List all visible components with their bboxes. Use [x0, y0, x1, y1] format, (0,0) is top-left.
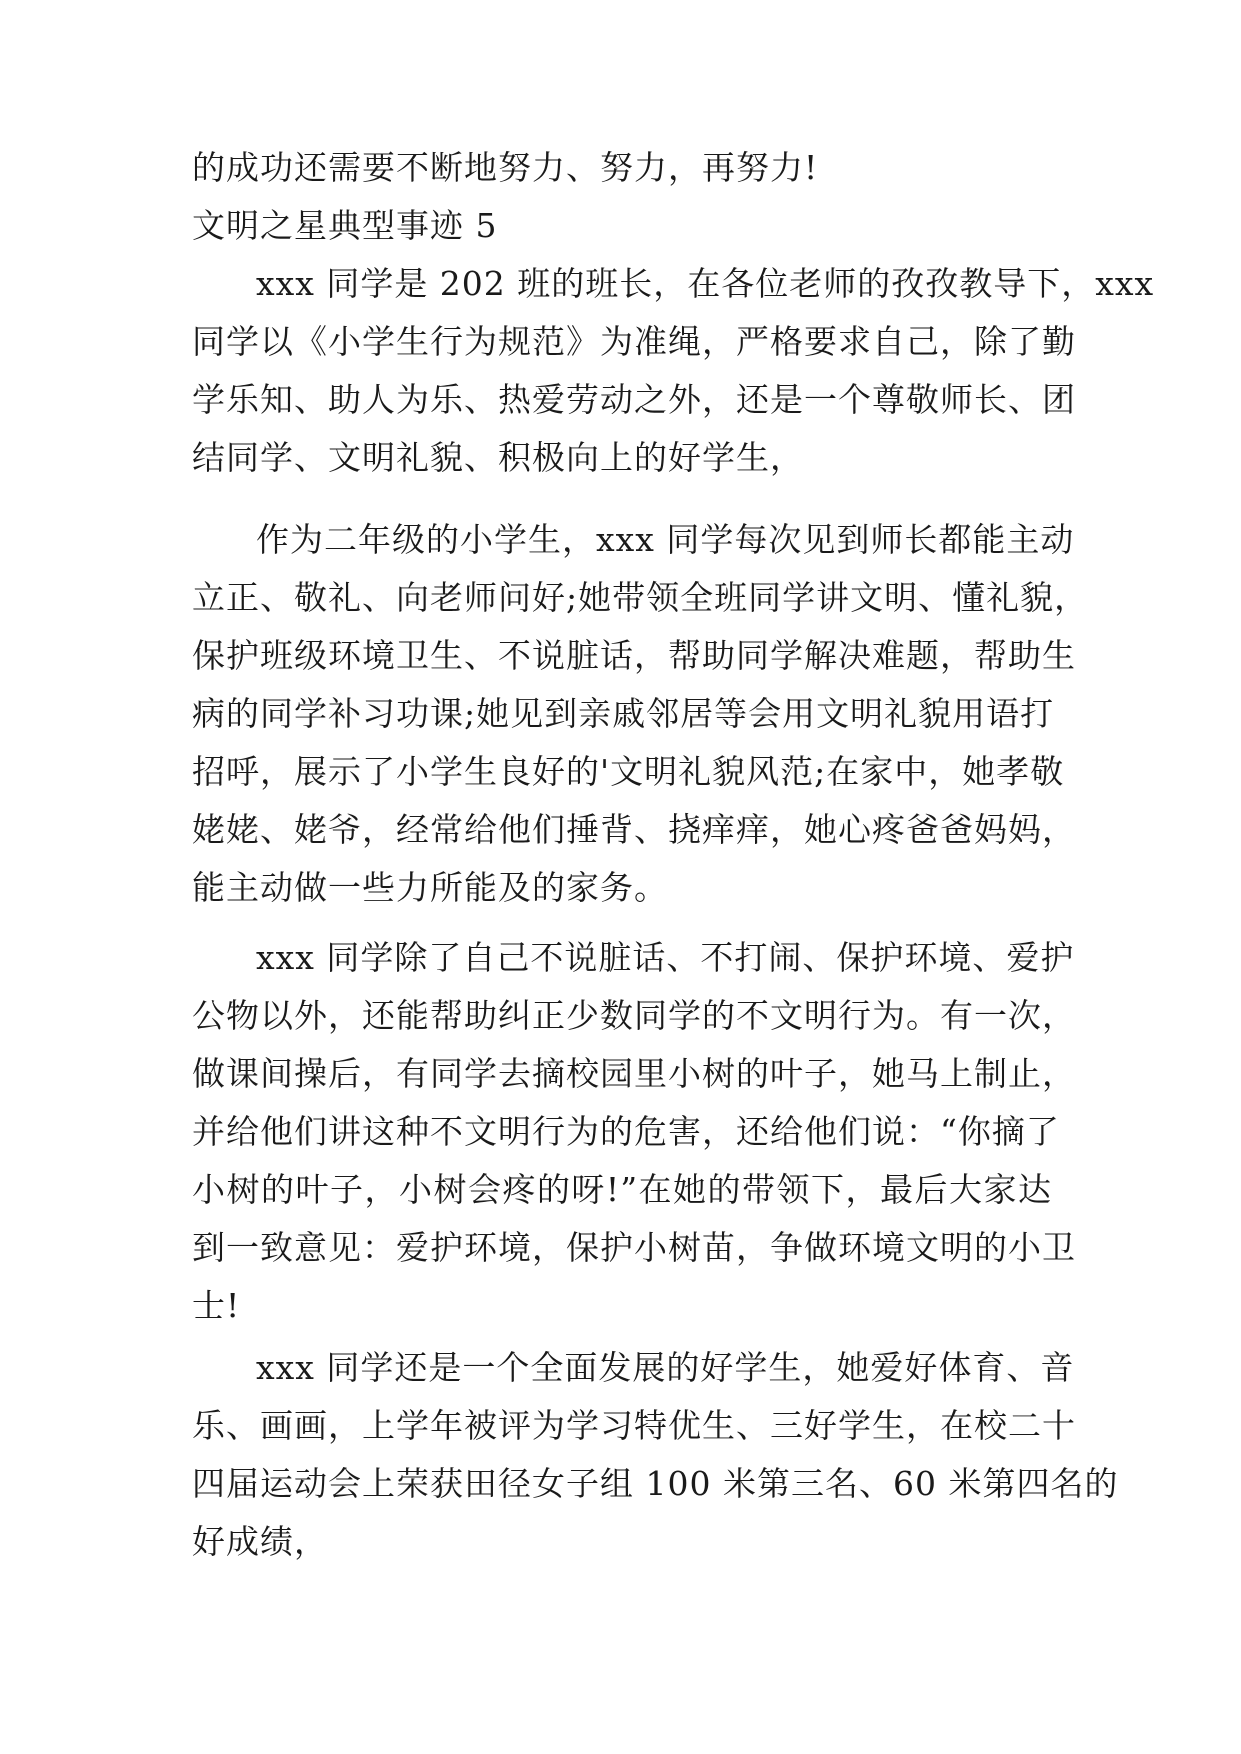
- text-line: xxx 同学除了自己不说脏话、不打闹、保护环境、爱护: [256, 938, 1075, 977]
- text-line: 病的同学补习功课;她见到亲戚邻居等会用文明礼貌用语打: [192, 694, 1055, 733]
- text-line: 作为二年级的小学生，xxx 同学每次见到师长都能主动: [256, 520, 1075, 559]
- text-line: 姥姥、姥爷，经常给他们捶背、挠痒痒，她心疼爸爸妈妈，: [192, 810, 1076, 849]
- text-line: xxx 同学还是一个全面发展的好学生，她爱好体育、音: [256, 1348, 1075, 1387]
- text-line: 小树的叶子，小树会疼的呀!”在她的带领下，最后大家达: [192, 1170, 1052, 1209]
- text-line: 士!: [192, 1286, 241, 1325]
- text-line: 乐、画画，上学年被评为学习特优生、三好学生，在校二十: [192, 1406, 1076, 1445]
- text-line: 四届运动会上荣获田径女子组 100 米第三名、60 米第四名的: [192, 1464, 1119, 1503]
- text-line: 保护班级环境卫生、不说脏话，帮助同学解决难题，帮助生: [192, 636, 1076, 675]
- text-line: 同学以《小学生行为规范》为准绳，严格要求自己，除了勤: [192, 322, 1076, 361]
- text-line: 并给他们讲这种不文明行为的危害，还给他们说：“你摘了: [192, 1112, 1060, 1151]
- text-line: 学乐知、助人为乐、热爱劳动之外，还是一个尊敬师长、团: [192, 380, 1076, 419]
- section-heading: 文明之星典型事迹 5: [192, 206, 498, 245]
- text-line: 立正、敬礼、向老师问好;她带领全班同学讲文明、懂礼貌，: [192, 578, 1089, 617]
- text-line: 招呼，展示了小学生良好的'文明礼貌风范;在家中，她孝敬: [192, 752, 1065, 791]
- text-line: 做课间操后，有同学去摘校园里小树的叶子，她马上制止，: [192, 1054, 1076, 1093]
- text-line: 的成功还需要不断地努力、努力，再努力!: [192, 148, 819, 187]
- text-line: 好成绩，: [192, 1522, 328, 1561]
- text-line: 能主动做一些力所能及的家务。: [192, 868, 668, 907]
- text-line: 结同学、文明礼貌、积极向上的好学生，: [192, 438, 804, 477]
- text-line: 公物以外，还能帮助纠正少数同学的不文明行为。有一次，: [192, 996, 1076, 1035]
- text-line: 到一致意见：爱护环境，保护小树苗，争做环境文明的小卫: [192, 1228, 1076, 1267]
- text-line: xxx 同学是 202 班的班长，在各位老师的孜孜教导下，xxx: [256, 264, 1155, 303]
